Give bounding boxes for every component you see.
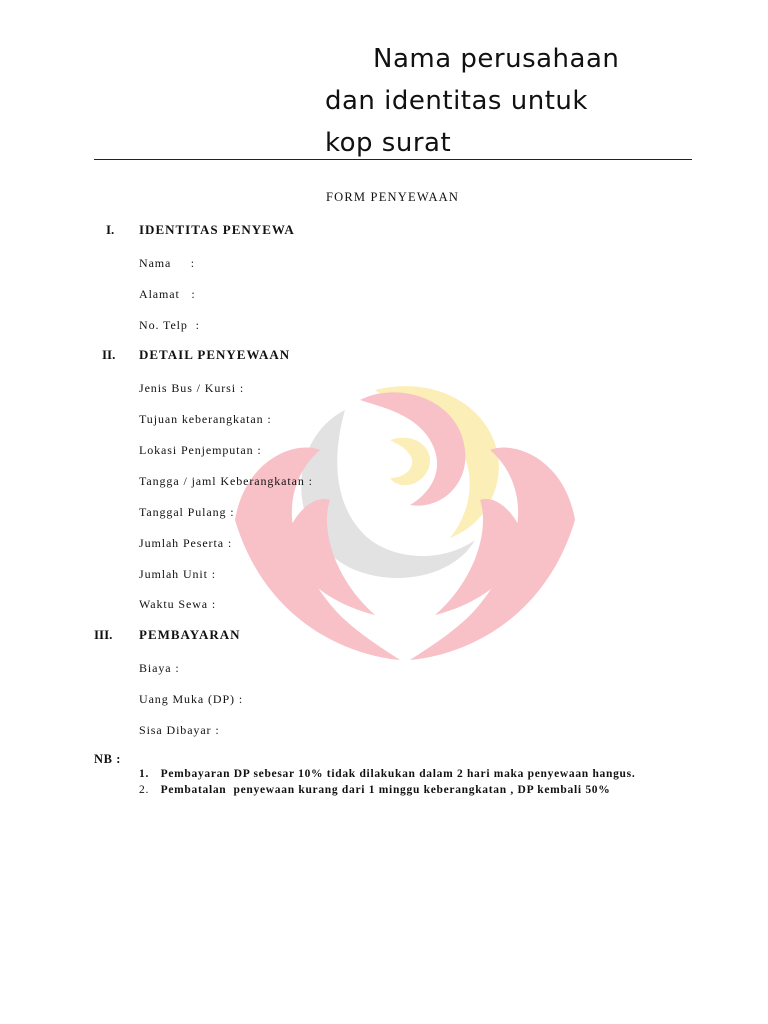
letterhead-line-3: kop surat (325, 128, 452, 158)
section-1-number: I. (106, 222, 115, 237)
notes-label: NB : (94, 752, 122, 766)
field-jumlah-peserta: Jumlah Peserta : (139, 536, 233, 550)
note-number: 2. (139, 784, 150, 796)
form-title: FORM PENYEWAAN (326, 190, 460, 204)
note-item (139, 768, 635, 780)
section-2-title: DETAIL PENYEWAAN (139, 347, 291, 362)
field-no-telp: No. Telp : (139, 318, 200, 332)
field-jenis-bus: Jenis Bus / Kursi : (139, 381, 245, 395)
field-tanggal-keberangkatan: Tangga / jaml Keberangkatan : (139, 474, 313, 488)
letterhead-divider (94, 159, 692, 160)
note-number: 1. (139, 768, 150, 780)
note-text: Pembayaran DP sebesar 10% tidak dilakukan dalam 2 hari maka penyewaan hangus. (160, 768, 636, 780)
letterhead-line-2: dan identitas untuk (325, 86, 588, 116)
letterhead (325, 38, 705, 164)
flower-logo-watermark-icon (225, 370, 585, 670)
field-lokasi-penjemputan: Lokasi Penjemputan : (139, 443, 262, 457)
section-3-number: III. (94, 627, 113, 642)
note-text: Pembatalan penyewaan kurang dari 1 minggu keberangkatan , DP kembali 50% (160, 784, 611, 796)
section-2-number: II. (102, 347, 116, 362)
field-biaya: Biaya : (139, 661, 180, 675)
field-alamat: Alamat : (139, 287, 196, 301)
section-3-title: PEMBAYARAN (139, 627, 241, 642)
section-1-title: IDENTITAS PENYEWA (139, 222, 295, 237)
field-sisa-dibayar: Sisa Dibayar : (139, 723, 220, 737)
letterhead-line-1: Nama perusahaan (373, 44, 620, 74)
field-tujuan: Tujuan keberangkatan : (139, 412, 272, 426)
field-uang-muka: Uang Muka (DP) : (139, 692, 244, 706)
field-nama: Nama : (139, 256, 195, 270)
note-item (139, 784, 610, 796)
field-jumlah-unit: Jumlah Unit : (139, 567, 217, 581)
field-waktu-sewa: Waktu Sewa : (139, 597, 217, 611)
field-tanggal-pulang: Tanggal Pulang : (139, 505, 235, 519)
